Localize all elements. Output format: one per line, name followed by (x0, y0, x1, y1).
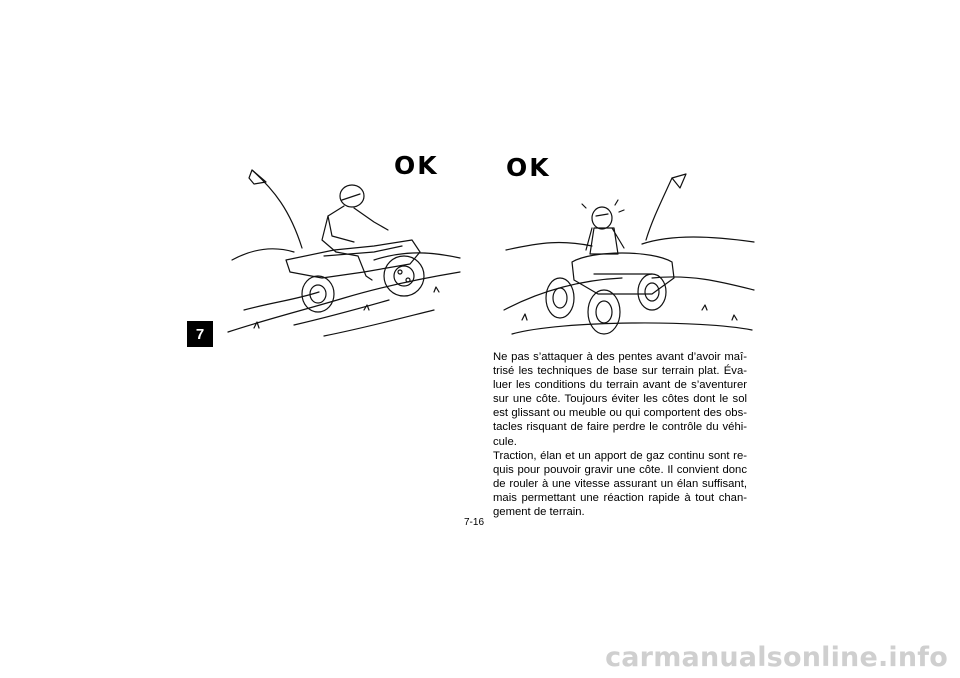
paragraph-traction: Traction, élan et un apport de gaz continu sont re-quis pour pouvoir gravir une côte. Il convient donc de rouler à une vitesse assurant un élan suffisant, mais permettant une réaction rapide à tout chan-gement de terrain. (493, 449, 747, 519)
body-text (493, 350, 747, 519)
watermark: carmanualsonline.info (605, 642, 948, 673)
page-number: 7-16 (464, 517, 485, 528)
atv-uphill-illustration (224, 160, 464, 340)
ok-label-left: OK (394, 151, 439, 180)
paragraph-slope-approach: Ne pas s’attaquer à des pentes avant d’avoir maî-trisé les techniques de base sur terrain plat. Éva-luer les conditions du terrain avant de s’aventurer sur une côte. Toujours éviter les côtes dont le sol est glissant ou meuble ou qui comportent des obs-tacles risquant de faire perdre le contrôle du véhi-cule. (493, 351, 747, 448)
ok-label-right: OK (506, 153, 551, 182)
atv-front-climb-illustration (502, 170, 758, 340)
chapter-tab: 7 (187, 321, 213, 347)
